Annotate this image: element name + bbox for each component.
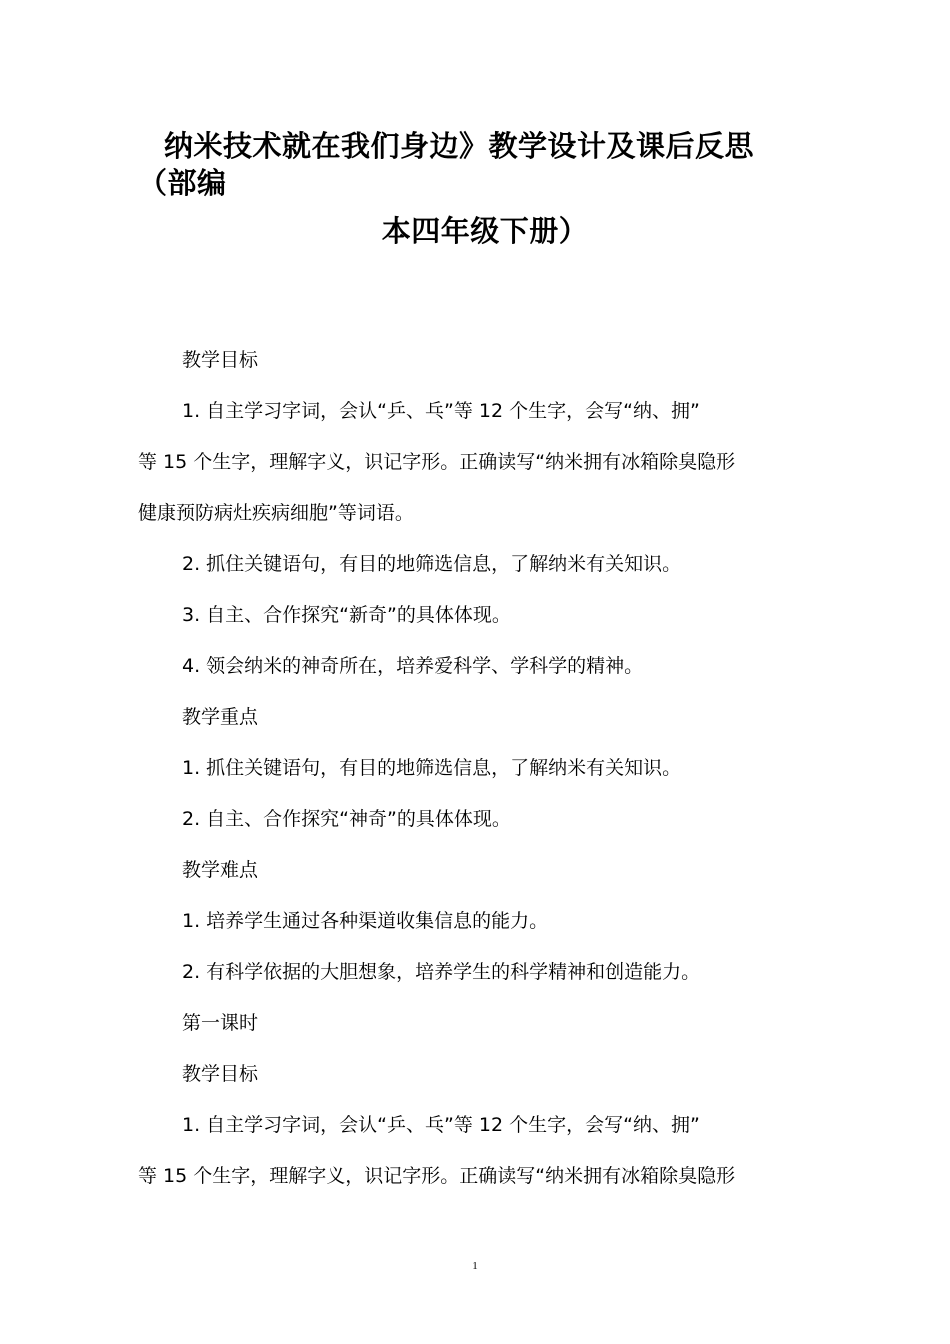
page-number: 1 bbox=[472, 1260, 478, 1272]
goal-1-line-1: 1. 自主学习字词，会认“乒、乓”等 12 个生字，会写“纳、拥” bbox=[182, 400, 700, 422]
heading-key-points: 教学重点 bbox=[182, 706, 259, 728]
heading-difficulties: 教学难点 bbox=[182, 859, 259, 881]
key-point-1: 1. 抓住关键语句，有目的地筛选信息，了解纳米有关知识。 bbox=[182, 757, 682, 779]
difficulty-1: 1. 培养学生通过各种渠道收集信息的能力。 bbox=[182, 910, 549, 932]
goal-4: 4. 领会纳米的神奇所在，培养爱科学、学科学的精神。 bbox=[182, 655, 644, 677]
difficulty-2: 2. 有科学依据的大胆想象，培养学生的科学精神和创造能力。 bbox=[182, 961, 701, 983]
heading-first-lesson: 第一课时 bbox=[182, 1012, 259, 1034]
lesson-goal-1-line-2: 等 15 个生字，理解字义，识记字形。正确读写“纳米拥有冰箱除臭隐形 bbox=[138, 1165, 736, 1187]
goal-1-line-3: 健康预防病灶疾病细胞”等词语。 bbox=[138, 502, 414, 524]
goal-3: 3. 自主、合作探究“新奇”的具体体现。 bbox=[182, 604, 511, 626]
lesson-goal-1-line-1: 1. 自主学习字词，会认“乒、乓”等 12 个生字，会写“纳、拥” bbox=[182, 1114, 700, 1136]
heading-teaching-goals: 教学目标 bbox=[182, 349, 259, 371]
document-title-continued: 本四年级下册） bbox=[381, 214, 589, 248]
heading-lesson-goals: 教学目标 bbox=[182, 1063, 259, 1085]
goal-2: 2. 抓住关键语句，有目的地筛选信息，了解纳米有关知识。 bbox=[182, 553, 682, 575]
document-body bbox=[138, 335, 823, 1202]
title-text-part2: （部编 bbox=[138, 166, 227, 200]
goal-1-line-2: 等 15 个生字，理解字义，识记字形。正确读写“纳米拥有冰箱除臭隐形 bbox=[138, 451, 736, 473]
document-title bbox=[138, 124, 818, 205]
title-text-part1: 纳米技术就在我们身边》教学设计及课后反思 bbox=[164, 129, 755, 163]
key-point-2: 2. 自主、合作探究“神奇”的具体体现。 bbox=[182, 808, 511, 830]
